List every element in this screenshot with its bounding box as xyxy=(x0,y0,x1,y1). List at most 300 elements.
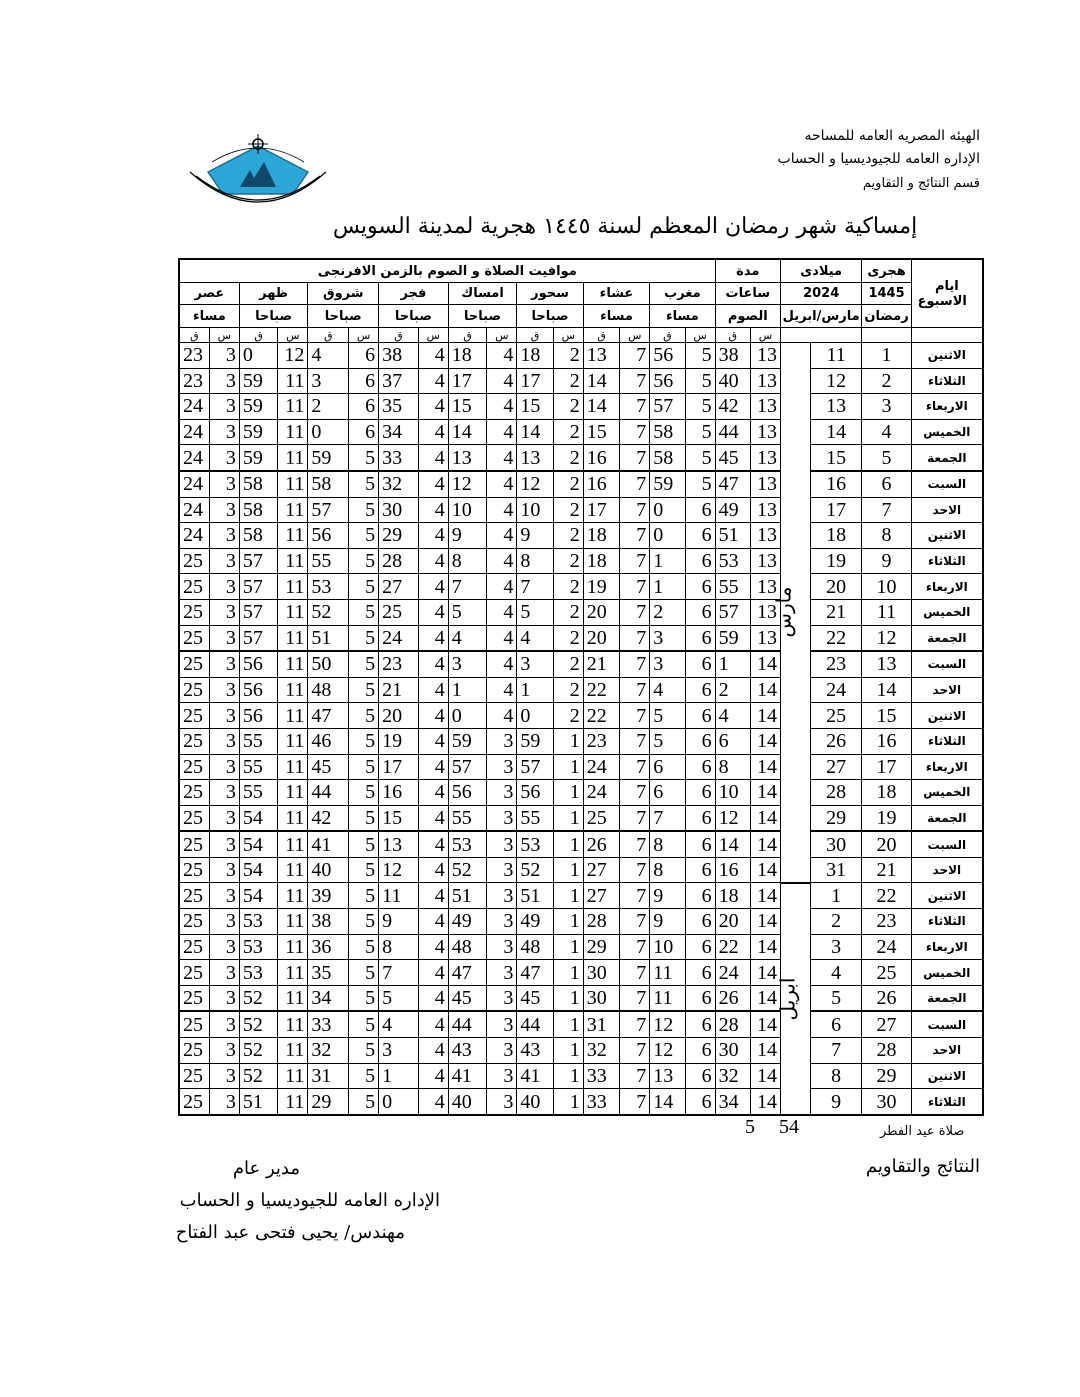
day-name: الاثنين xyxy=(911,343,983,369)
prayer-hour: 11 xyxy=(278,523,308,549)
unit-hour: س xyxy=(750,328,780,343)
prayer-hour: 6 xyxy=(685,599,715,625)
prayer-hour: 4 xyxy=(418,728,448,754)
prayer-minute: 9 xyxy=(650,909,685,935)
prayer-minute: 23 xyxy=(379,651,419,677)
hijri-day: 19 xyxy=(862,805,911,831)
day-name: الجمعة xyxy=(911,445,983,471)
prayer-minute: 0 xyxy=(239,343,278,369)
fast-minutes: 6 xyxy=(715,728,750,754)
unit-hour: س xyxy=(418,328,448,343)
greg-day: 17 xyxy=(810,497,861,523)
prayer-hour: 2 xyxy=(553,471,583,497)
table-row xyxy=(179,574,983,600)
prayer-hour: 11 xyxy=(278,394,308,420)
month-label-text: مارس xyxy=(773,587,796,638)
prayer-minute: 25 xyxy=(179,960,209,986)
prayer-hour: 4 xyxy=(418,934,448,960)
fast-minutes: 38 xyxy=(715,343,750,369)
fast-hours: 14 xyxy=(750,1063,780,1089)
prayer-minute: 34 xyxy=(308,985,349,1011)
prayer-hour: 3 xyxy=(209,445,239,471)
day-name: الاثنين xyxy=(911,523,983,549)
fast-minutes: 55 xyxy=(715,574,750,600)
hijri-day: 13 xyxy=(862,651,911,677)
prayer-minute: 51 xyxy=(517,883,553,909)
prayer-minute: 14 xyxy=(583,368,619,394)
prayer-hour: 2 xyxy=(553,677,583,703)
prayer-hour: 3 xyxy=(209,419,239,445)
prayer-minute: 25 xyxy=(179,934,209,960)
prayer-hour: 4 xyxy=(418,599,448,625)
prayer-minute: 5 xyxy=(517,599,553,625)
prayer-minute: 58 xyxy=(239,471,278,497)
prayer-minute: 13 xyxy=(583,343,619,369)
prayer-minute: 54 xyxy=(239,857,278,883)
prayer-hour: 4 xyxy=(487,471,517,497)
prayer-hour: 5 xyxy=(349,523,379,549)
month-label-april xyxy=(777,883,810,1115)
table-row xyxy=(179,909,983,935)
prayer-minute: 24 xyxy=(179,445,209,471)
prayer-minute: 28 xyxy=(583,909,619,935)
prayer-minute: 33 xyxy=(583,1063,619,1089)
prayer-minute: 20 xyxy=(379,703,419,729)
prayer-minute: 57 xyxy=(308,497,349,523)
prayer-minute: 56 xyxy=(239,651,278,677)
prayer-hour: 7 xyxy=(620,523,650,549)
prayer-hour: 4 xyxy=(418,445,448,471)
hijri-day: 7 xyxy=(862,497,911,523)
fast-hours: 14 xyxy=(750,1038,780,1064)
fast-hours: 13 xyxy=(750,523,780,549)
prayer-hour: 4 xyxy=(418,651,448,677)
prayer-hour: 11 xyxy=(278,780,308,806)
prayer-minute: 59 xyxy=(239,368,278,394)
prayer-minute: 52 xyxy=(239,1038,278,1064)
day-name: الثلاثاء xyxy=(911,1089,983,1115)
prayer-hour: 2 xyxy=(553,368,583,394)
prayer-hour: 5 xyxy=(349,677,379,703)
prayer-minute: 45 xyxy=(448,985,487,1011)
header-prayer-name: فجر xyxy=(379,283,449,305)
table-row xyxy=(179,368,983,394)
header-prayer-name: امساك xyxy=(448,283,517,305)
day-name: الاحد xyxy=(911,677,983,703)
prayer-hour: 7 xyxy=(620,1038,650,1064)
greg-day: 27 xyxy=(810,754,861,780)
header-prayer-period: مساء xyxy=(583,305,649,328)
prayer-minute: 54 xyxy=(239,831,278,857)
prayer-hour: 6 xyxy=(685,805,715,831)
org-name-line3: قسم النتائج و التقاويم xyxy=(862,176,980,191)
prayer-minute: 22 xyxy=(583,677,619,703)
prayer-minute: 35 xyxy=(308,960,349,986)
prayer-minute: 41 xyxy=(448,1063,487,1089)
prayer-hour: 3 xyxy=(209,548,239,574)
prayer-hour: 11 xyxy=(278,805,308,831)
prayer-minute: 8 xyxy=(448,548,487,574)
day-name: الخميس xyxy=(911,780,983,806)
day-name: الاربعاء xyxy=(911,394,983,420)
table-row xyxy=(179,831,983,857)
hijri-day: 11 xyxy=(862,599,911,625)
prayer-minute: 53 xyxy=(239,934,278,960)
prayer-hour: 5 xyxy=(349,651,379,677)
header-prayer-period: مساء xyxy=(650,305,715,328)
greg-day: 18 xyxy=(810,523,861,549)
prayer-hour: 6 xyxy=(685,703,715,729)
hijri-day: 6 xyxy=(862,471,911,497)
prayer-hour: 6 xyxy=(349,419,379,445)
prayer-hour: 6 xyxy=(685,909,715,935)
prayer-minute: 7 xyxy=(379,960,419,986)
prayer-minute: 53 xyxy=(448,831,487,857)
header-hijri-year: 1445 xyxy=(862,283,911,305)
fast-minutes: 10 xyxy=(715,780,750,806)
unit-hour: س xyxy=(209,328,239,343)
fast-minutes: 47 xyxy=(715,471,750,497)
day-name: الخميس xyxy=(911,960,983,986)
unit-minute: ق xyxy=(379,328,419,343)
greg-day: 5 xyxy=(810,985,861,1011)
header-prayer-name: عصر xyxy=(179,283,239,305)
prayer-minute: 16 xyxy=(379,780,419,806)
prayer-minute: 3 xyxy=(448,651,487,677)
prayer-hour: 3 xyxy=(487,831,517,857)
greg-day: 24 xyxy=(810,677,861,703)
table-row xyxy=(179,677,983,703)
prayer-minute: 33 xyxy=(308,1011,349,1037)
prayer-hour: 11 xyxy=(278,471,308,497)
prayer-hour: 5 xyxy=(349,934,379,960)
prayer-minute: 59 xyxy=(517,728,553,754)
day-name: الثلاثاء xyxy=(911,728,983,754)
fast-minutes: 18 xyxy=(715,883,750,909)
prayer-minute: 59 xyxy=(239,445,278,471)
unit-spacer xyxy=(911,328,983,343)
prayer-minute: 34 xyxy=(379,419,419,445)
prayer-minute: 25 xyxy=(179,625,209,651)
fast-minutes: 49 xyxy=(715,497,750,523)
prayer-minute: 42 xyxy=(308,805,349,831)
prayer-hour: 11 xyxy=(278,599,308,625)
prayer-minute: 25 xyxy=(179,909,209,935)
prayer-minute: 22 xyxy=(583,703,619,729)
prayer-minute: 0 xyxy=(379,1089,419,1115)
header-days xyxy=(911,259,983,328)
prayer-hour: 3 xyxy=(209,909,239,935)
header-prayer-period: صباحا xyxy=(308,305,379,328)
day-name: الخميس xyxy=(911,419,983,445)
prayer-minute: 48 xyxy=(448,934,487,960)
greg-day: 19 xyxy=(810,548,861,574)
prayer-minute: 46 xyxy=(308,728,349,754)
prayer-hour: 6 xyxy=(349,368,379,394)
day-name: الاربعاء xyxy=(911,754,983,780)
prayer-minute: 41 xyxy=(517,1063,553,1089)
day-name: الجمعة xyxy=(911,625,983,651)
prayer-minute: 32 xyxy=(583,1038,619,1064)
header-fast-2: ساعات xyxy=(715,283,780,305)
prayer-hour: 6 xyxy=(685,497,715,523)
prayer-minute: 4 xyxy=(448,625,487,651)
prayer-minute: 52 xyxy=(239,1063,278,1089)
prayer-hour: 11 xyxy=(278,368,308,394)
prayer-minute: 8 xyxy=(517,548,553,574)
prayer-hour: 3 xyxy=(487,857,517,883)
prayer-minute: 49 xyxy=(448,909,487,935)
prayer-minute: 57 xyxy=(239,574,278,600)
prayer-minute: 23 xyxy=(179,343,209,369)
prayer-hour: 11 xyxy=(278,728,308,754)
fast-hours: 13 xyxy=(750,548,780,574)
prayer-hour: 3 xyxy=(209,754,239,780)
prayer-minute: 15 xyxy=(379,805,419,831)
prayer-minute: 27 xyxy=(583,857,619,883)
prayer-minute: 9 xyxy=(379,909,419,935)
prayer-hour: 7 xyxy=(620,677,650,703)
fast-hours: 14 xyxy=(750,703,780,729)
unit-minute: ق xyxy=(448,328,487,343)
prayer-minute: 56 xyxy=(239,703,278,729)
prayer-hour: 11 xyxy=(278,831,308,857)
prayer-minute: 43 xyxy=(448,1038,487,1064)
table-row xyxy=(179,497,983,523)
fast-minutes: 8 xyxy=(715,754,750,780)
prayer-hour: 7 xyxy=(620,960,650,986)
prayer-hour: 11 xyxy=(278,1038,308,1064)
prayer-hour: 11 xyxy=(278,497,308,523)
greg-day: 26 xyxy=(810,728,861,754)
prayer-hour: 1 xyxy=(553,754,583,780)
fast-hours: 13 xyxy=(750,343,780,369)
prayer-hour: 4 xyxy=(418,625,448,651)
prayer-minute: 55 xyxy=(448,805,487,831)
hijri-day: 30 xyxy=(862,1089,911,1115)
prayer-hour: 7 xyxy=(620,394,650,420)
fast-hours: 14 xyxy=(750,909,780,935)
fast-minutes: 40 xyxy=(715,368,750,394)
day-name: السبت xyxy=(911,1011,983,1037)
prayer-minute: 45 xyxy=(517,985,553,1011)
header-days-label: ايام الاسبوع xyxy=(917,278,967,309)
prayer-minute: 13 xyxy=(517,445,553,471)
greg-day: 14 xyxy=(810,419,861,445)
prayer-minute: 24 xyxy=(179,523,209,549)
prayer-minute: 25 xyxy=(179,651,209,677)
prayer-hour: 3 xyxy=(209,677,239,703)
prayer-minute: 7 xyxy=(448,574,487,600)
hijri-day: 20 xyxy=(862,831,911,857)
fast-hours: 14 xyxy=(750,677,780,703)
prayer-minute: 16 xyxy=(583,471,619,497)
prayer-minute: 44 xyxy=(308,780,349,806)
prayer-hour: 6 xyxy=(685,1011,715,1037)
hijri-day: 21 xyxy=(862,857,911,883)
prayer-minute: 25 xyxy=(179,574,209,600)
prayer-hour: 6 xyxy=(685,857,715,883)
prayer-hour: 11 xyxy=(278,857,308,883)
hijri-day: 17 xyxy=(862,754,911,780)
prayer-hour: 3 xyxy=(209,985,239,1011)
prayer-minute: 3 xyxy=(517,651,553,677)
prayer-minute: 1 xyxy=(379,1063,419,1089)
prayer-minute: 32 xyxy=(308,1038,349,1064)
table-row xyxy=(179,625,983,651)
greg-day: 31 xyxy=(810,857,861,883)
prayer-hour: 1 xyxy=(553,1063,583,1089)
fast-minutes: 24 xyxy=(715,960,750,986)
prayer-hour: 4 xyxy=(418,574,448,600)
prayer-hour: 1 xyxy=(553,1011,583,1037)
table-row xyxy=(179,985,983,1011)
prayer-hour: 3 xyxy=(487,1089,517,1115)
prayer-hour: 5 xyxy=(349,497,379,523)
prayer-hour: 7 xyxy=(620,651,650,677)
prayer-hour: 4 xyxy=(418,909,448,935)
prayer-minute: 1 xyxy=(650,548,685,574)
prayer-minute: 47 xyxy=(448,960,487,986)
prayer-minute: 14 xyxy=(650,1089,685,1115)
greg-day: 28 xyxy=(810,780,861,806)
header-prayer-name: عشاء xyxy=(583,283,649,305)
fast-hours: 14 xyxy=(750,805,780,831)
day-name: الاثنين xyxy=(911,1063,983,1089)
prayer-hour: 2 xyxy=(553,497,583,523)
table-row xyxy=(179,394,983,420)
prayer-minute: 18 xyxy=(583,523,619,549)
prayer-hour: 1 xyxy=(553,1038,583,1064)
prayer-hour: 5 xyxy=(685,368,715,394)
prayer-minute: 24 xyxy=(179,497,209,523)
prayer-hour: 5 xyxy=(685,471,715,497)
prayer-hour: 7 xyxy=(620,625,650,651)
fast-hours: 14 xyxy=(750,728,780,754)
prayer-hour: 5 xyxy=(349,831,379,857)
page-title: إمساكية شهر رمضان المعظم لسنة ١٤٤٥ هجرية لمدينة السويس xyxy=(332,214,918,239)
prayer-hour: 11 xyxy=(278,909,308,935)
prayer-minute: 21 xyxy=(379,677,419,703)
prayer-minute: 47 xyxy=(517,960,553,986)
fast-minutes: 57 xyxy=(715,599,750,625)
hijri-day: 5 xyxy=(862,445,911,471)
greg-day: 29 xyxy=(810,805,861,831)
fast-hours: 14 xyxy=(750,960,780,986)
prayer-hour: 1 xyxy=(553,857,583,883)
fast-minutes: 45 xyxy=(715,445,750,471)
prayer-minute: 19 xyxy=(379,728,419,754)
header-fast-1: مدة xyxy=(715,259,780,283)
header-prayer-name: شروق xyxy=(308,283,379,305)
prayer-minute: 52 xyxy=(239,1011,278,1037)
greg-day: 1 xyxy=(810,883,861,909)
header-prayer-period: صباحا xyxy=(448,305,517,328)
prayer-hour: 5 xyxy=(349,548,379,574)
prayer-minute: 59 xyxy=(308,445,349,471)
prayer-minute: 25 xyxy=(179,1063,209,1089)
prayer-minute: 25 xyxy=(179,703,209,729)
prayer-hour: 3 xyxy=(487,985,517,1011)
prayer-hour: 4 xyxy=(418,548,448,574)
day-name: الثلاثاء xyxy=(911,548,983,574)
header-hijri: هجرى xyxy=(862,259,911,283)
prayer-hour: 5 xyxy=(349,1089,379,1115)
prayer-hour: 7 xyxy=(620,883,650,909)
prayer-hour: 4 xyxy=(418,394,448,420)
greg-day: 21 xyxy=(810,599,861,625)
prayer-minute: 11 xyxy=(650,985,685,1011)
unit-spacer xyxy=(780,328,861,343)
prayer-hour: 7 xyxy=(620,497,650,523)
prayer-hour: 4 xyxy=(418,677,448,703)
prayer-minute: 56 xyxy=(448,780,487,806)
prayer-hour: 6 xyxy=(685,523,715,549)
prayer-hour: 11 xyxy=(278,1011,308,1037)
prayer-minute: 25 xyxy=(179,1089,209,1115)
prayer-minute: 17 xyxy=(379,754,419,780)
prayer-minute: 15 xyxy=(448,394,487,420)
hijri-day: 23 xyxy=(862,909,911,935)
prayer-minute: 12 xyxy=(379,857,419,883)
prayer-minute: 39 xyxy=(308,883,349,909)
prayer-hour: 7 xyxy=(620,728,650,754)
header-prayer-name: ظهر xyxy=(239,283,308,305)
fast-hours: 13 xyxy=(750,497,780,523)
prayer-hour: 2 xyxy=(553,343,583,369)
prayer-minute: 48 xyxy=(517,934,553,960)
fast-minutes: 4 xyxy=(715,703,750,729)
prayer-minute: 4 xyxy=(650,677,685,703)
prayer-hour: 2 xyxy=(553,394,583,420)
prayer-minute: 5 xyxy=(650,703,685,729)
prayer-hour: 1 xyxy=(553,728,583,754)
results-dept-signature: النتائج والتقاويم xyxy=(865,1156,980,1177)
fast-hours: 13 xyxy=(750,625,780,651)
prayer-minute: 25 xyxy=(179,985,209,1011)
prayer-minute: 21 xyxy=(583,651,619,677)
prayer-minute: 58 xyxy=(308,471,349,497)
fast-hours: 14 xyxy=(750,831,780,857)
eid-prayer-label: صلاة عيد الفطر xyxy=(880,1124,965,1139)
prayer-hour: 5 xyxy=(349,754,379,780)
day-name: الاربعاء xyxy=(911,574,983,600)
hijri-day: 29 xyxy=(862,1063,911,1089)
prayer-hour: 2 xyxy=(553,574,583,600)
prayer-hour: 2 xyxy=(553,419,583,445)
prayer-hour: 4 xyxy=(418,1063,448,1089)
header-fast-3: الصوم xyxy=(715,305,780,328)
month-label-march xyxy=(773,343,810,883)
prayer-hour: 6 xyxy=(685,574,715,600)
fast-minutes: 26 xyxy=(715,985,750,1011)
greg-day: 20 xyxy=(810,574,861,600)
table-row xyxy=(179,343,983,369)
day-name: الاثنين xyxy=(911,703,983,729)
unit-hour: س xyxy=(620,328,650,343)
prayer-minute: 40 xyxy=(308,857,349,883)
prayer-hour: 3 xyxy=(209,780,239,806)
prayer-minute: 7 xyxy=(650,805,685,831)
prayer-hour: 1 xyxy=(553,960,583,986)
table-row xyxy=(179,754,983,780)
prayer-hour: 3 xyxy=(209,703,239,729)
table-row xyxy=(179,805,983,831)
greg-day: 15 xyxy=(810,445,861,471)
prayer-minute: 57 xyxy=(650,394,685,420)
prayer-hour: 4 xyxy=(418,754,448,780)
prayer-hour: 6 xyxy=(685,883,715,909)
